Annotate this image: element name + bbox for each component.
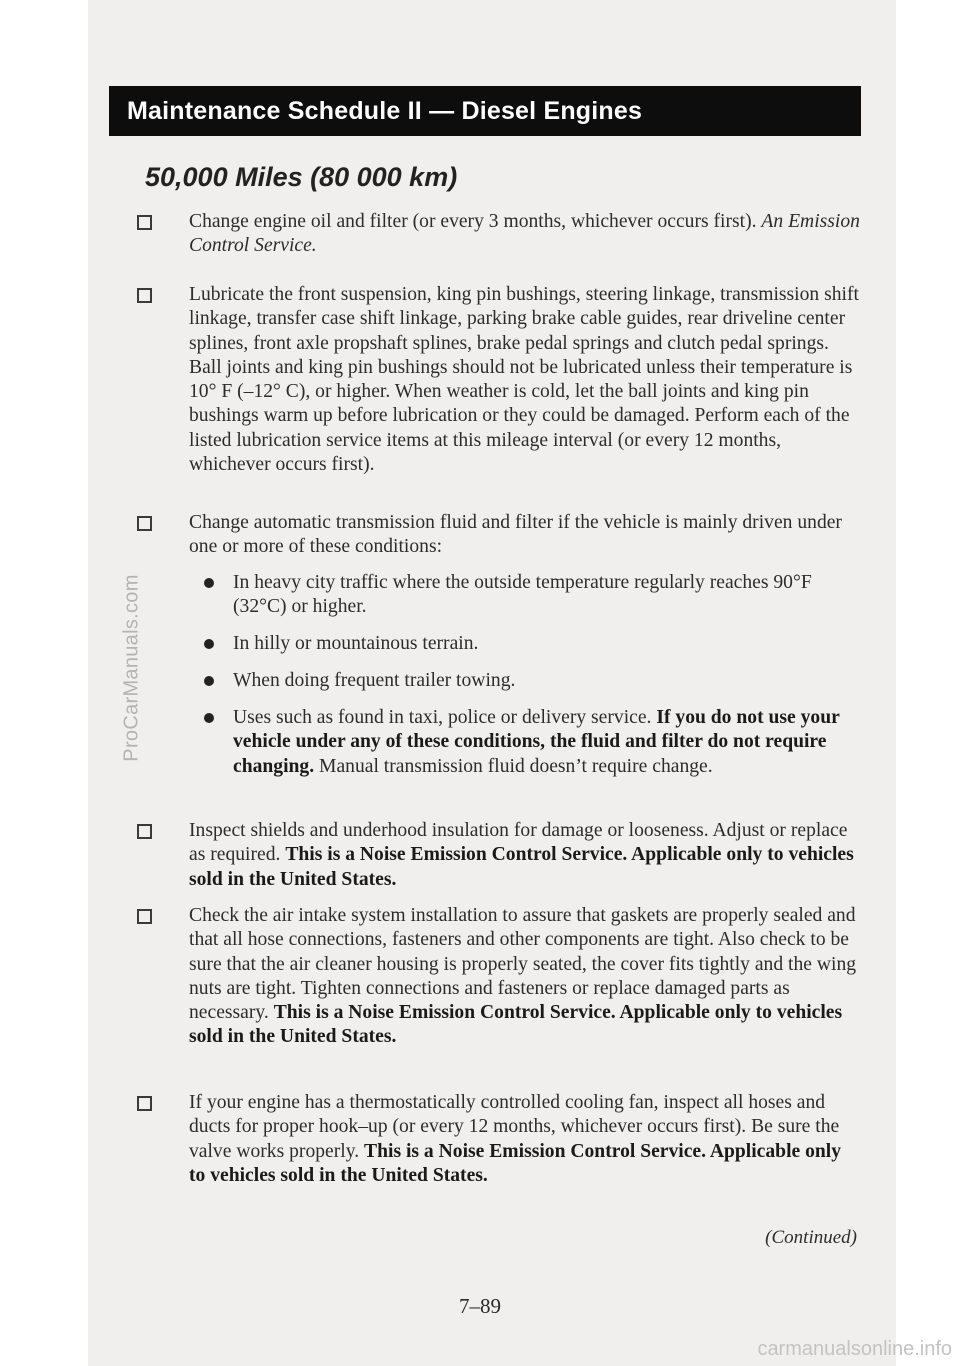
item-body: Change automatic transmission fluid and filter if the vehicle is mainly driven under one or more of these conditions: bbox=[189, 512, 842, 558]
condition-text: In heavy city traffic where the outside temperature regularly reaches 90°F (32°C) or higher. bbox=[233, 572, 812, 618]
condition-text: In hilly or mountainous terrain. bbox=[233, 633, 479, 654]
continued-note: (Continued) bbox=[765, 1227, 857, 1248]
checkbox[interactable] bbox=[137, 215, 152, 230]
condition-emphasis: If you do not use your vehicle under any of these conditions, the fluid and filter do not require changing. bbox=[233, 707, 840, 777]
bottom-watermark: carmanualsonline.info bbox=[757, 1338, 952, 1360]
item-text bbox=[189, 210, 862, 259]
item-text bbox=[189, 511, 862, 560]
condition-trailing: Manual transmission fluid doesn’t require change. bbox=[319, 755, 713, 777]
item-text bbox=[189, 1091, 862, 1188]
condition-text: When doing frequent trailer towing. bbox=[233, 670, 516, 691]
item-emphasis: This is a Noise Emission Control Service. Applicable only to vehicles sold in the United States. bbox=[189, 844, 854, 890]
item-emphasis: An Emission Control Service. bbox=[189, 211, 860, 257]
condition-body: Uses such as found in taxi, police or delivery service. bbox=[233, 707, 652, 728]
page-header bbox=[109, 86, 861, 136]
bullet-icon bbox=[204, 713, 214, 723]
header-title: Maintenance Schedule II — Diesel Engines bbox=[127, 96, 643, 125]
section-title: 50,000 Miles (80 000 km) bbox=[145, 162, 458, 192]
item-body: Change engine oil and filter (or every 3 months, whichever occurs first). bbox=[189, 211, 757, 232]
item-emphasis: This is a Noise Emission Control Service. Applicable only to vehicles sold in the United States. bbox=[189, 1140, 842, 1186]
item-body: If your engine has a thermostatically controlled cooling fan, inspect all hoses and ducts for proper hook–up (or every 12 months, whichever occurs first). Be sure the valve works properly. bbox=[189, 1092, 840, 1162]
item-body: Inspect shields and underhood insulation for damage or looseness. Adjust or replace as required. bbox=[189, 820, 848, 866]
checkbox[interactable] bbox=[137, 288, 152, 303]
checkbox[interactable] bbox=[137, 824, 152, 839]
page-number: 7–89 bbox=[459, 1294, 501, 1318]
item-text bbox=[189, 819, 862, 892]
item-body: Check the air intake system installation to assure that gaskets are properly sealed and that all hose connections, fasteners and other components are tight. Also check to be sure that the air cleaner housing is properly seated, the cover fits tightly and the wing nuts are tight. Tighten connections and fasteners or replace damaged parts as necessary. bbox=[189, 905, 857, 1024]
item-emphasis: This is a Noise Emission Control Service. Applicable only to vehicles sold in the United States. bbox=[189, 1002, 843, 1048]
bullet-icon bbox=[204, 639, 214, 649]
item-body: Lubricate the front suspension, king pin bushings, steering linkage, transmission shift linkage, transfer case shift linkage, parking brake cable guides, rear driveline center splines, front axle propshaft splines, brake pedal springs and clutch pedal springs. Ball joints and king pin bushings should not be lubricated unless their temperature is 10° F (–12° C), or higher. When weather is cold, let the ball joints and king pin bushings warm up before lubrication or they could be damaged. Perform each of the listed lubrication service items at this mileage interval (or every 12 months, whichever occurs first). bbox=[189, 284, 859, 476]
item-text bbox=[189, 904, 862, 1050]
condition-text bbox=[233, 706, 853, 779]
checkbox[interactable] bbox=[137, 516, 152, 531]
bullet-icon bbox=[204, 676, 214, 686]
side-watermark: ProCarManuals.com bbox=[120, 574, 143, 762]
bullet-icon bbox=[204, 578, 214, 588]
item-text bbox=[189, 283, 862, 477]
checkbox[interactable] bbox=[137, 1096, 152, 1111]
checkbox[interactable] bbox=[137, 909, 152, 924]
